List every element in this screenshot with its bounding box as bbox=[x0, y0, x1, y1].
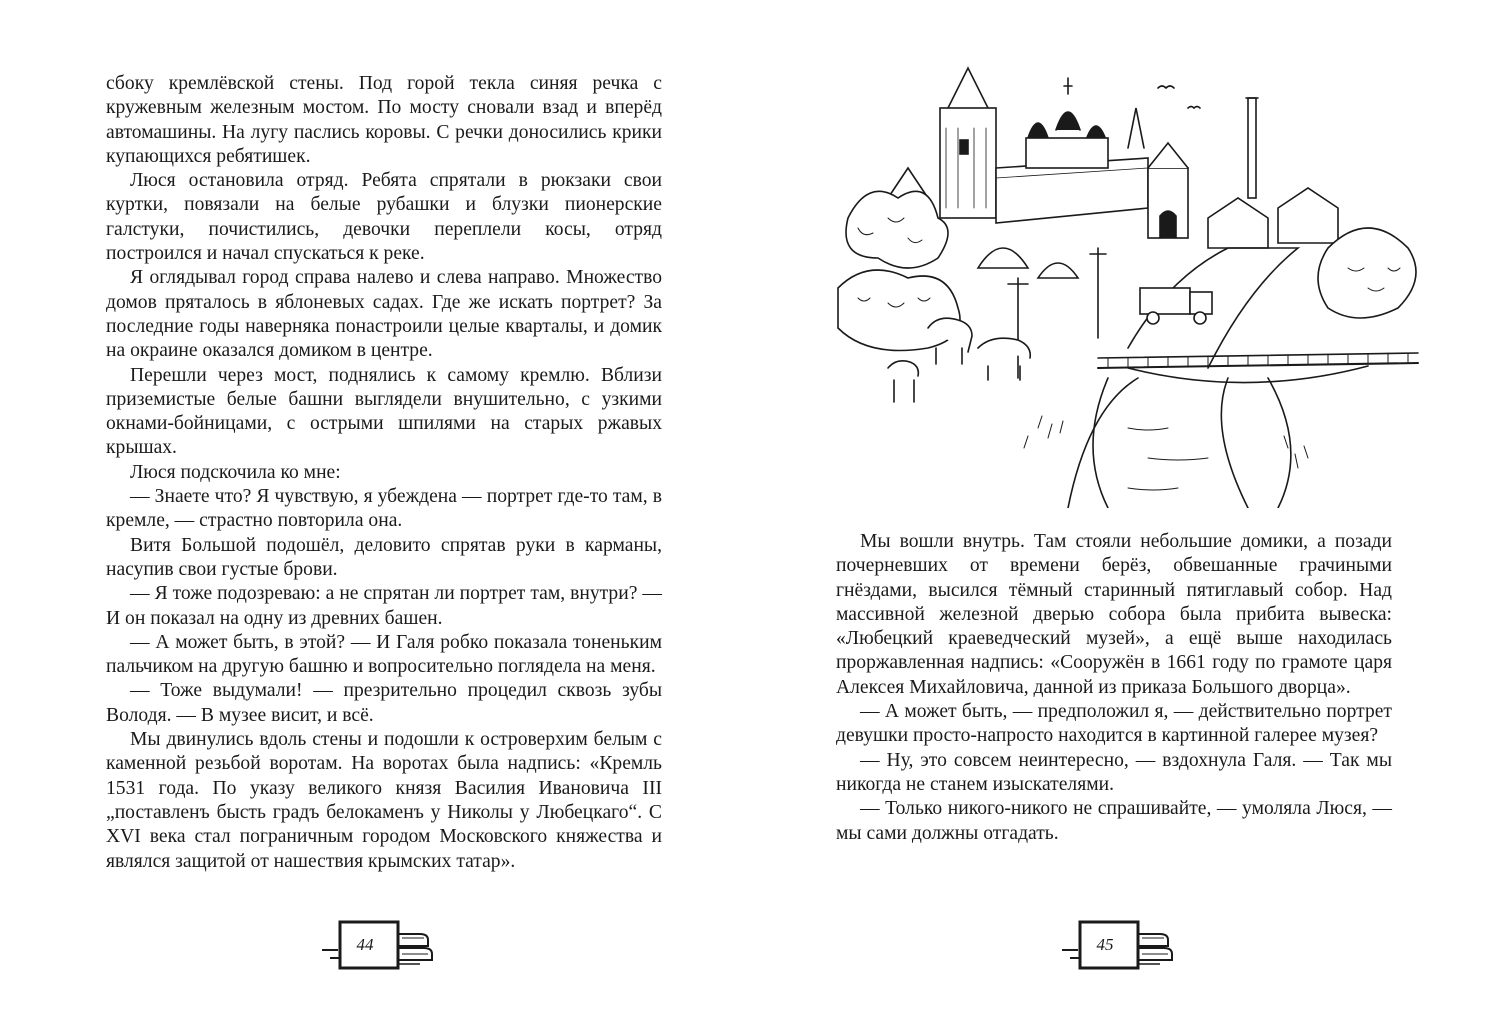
paragraph: — Только никого-никого не спрашивайте, — умоляла Люся, — мы сами должны отгадать. bbox=[836, 798, 1392, 844]
paragraph: Люся остановила отряд. Ребята спрятали в рюкзаки свои куртки, повязали на белые рубашки и блузки пионерские галстуки, почистились, девочки переплели косы, отряд построился и начал спускаться к реке. bbox=[106, 170, 662, 265]
paragraph: — Знаете что? Я чувствую, я убеждена — портрет где-то там, в кремле, — страстно повторила она. bbox=[106, 486, 662, 532]
paragraph: — Я тоже подозреваю: а не спрятан ли портрет там, внутри? — И он показал на одну из древних башен. bbox=[106, 583, 662, 629]
right-page bbox=[750, 0, 1500, 1014]
paragraph: Мы вошли внутрь. Там стояли небольшие домики, а позади почерневших от времени берёз, обвешанные грачиными гнёздами, высился тёмный старинный пятиглавый собор. Над массивной железной дверью собора была прибита вывеска: «Любецкий краеведческий музей», а ещё выше находилась проржавленная надпись: «Сооружён в 1661 году по грамоте царя Алексея Михайловича, данной из приказа Большого дворца». bbox=[836, 531, 1392, 698]
paragraph: Мы двинулись вдоль стены и подошли к островерхим белым с каменной резьбой воротам. На воротах была надпись: «Кремль 1531 года. По указу великого князя Василия Ивановича III „поставленъ бысть градъ белокаменъ у Николы у Любецкаго“. С XVI века стал пограничным городом Московского княжества и являлся защитой от нашествия крымских татар». bbox=[106, 729, 662, 872]
page-number-right bbox=[1060, 918, 1180, 972]
paragraph: — А может быть, — предположил я, — действительно портрет девушки просто-напросто находится в картинной галерее музея? bbox=[836, 701, 1392, 747]
paragraph: — Тоже выдумали! — презрительно процедил сквозь зубы Володя. — В музее висит, и всё. bbox=[106, 680, 662, 726]
left-page-text bbox=[106, 72, 662, 874]
page-number: 45 bbox=[1096, 935, 1114, 954]
paragraph: Люся подскочила ко мне: bbox=[130, 461, 341, 483]
paragraph: сбоку кремлёвской стены. Под горой текла синяя речка с кружевным железным мостом. По мосту сновали взад и вперёд автомашины. На лугу паслись коровы. С речки доносились крики купающихся ребятишек. bbox=[106, 73, 662, 167]
page-number: 44 bbox=[356, 935, 374, 954]
paragraph: Перешли через мост, поднялись к самому кремлю. Вблизи приземистые белые башни выглядели внушительно, с узкими окнами-бойницами, с острыми шпилями на старых ржавых крышах. bbox=[106, 364, 662, 459]
paragraph: Я оглядывал город справа налево и слева направо. Множество домов пряталось в яблоневых садах. Где же искать портрет? За последние годы наверняка понастроили целые кварталы, и домик на окраине оказался домиком в центре. bbox=[106, 267, 662, 362]
paragraph: — А может быть, в этой? — И Галя робко показала тоненьким пальчиком на другую башню и вопросительно поглядела на меня. bbox=[106, 631, 662, 678]
paragraph: Витя Большой подошёл, деловито спрятав руки в карманы, насупив свои густые брови. bbox=[106, 534, 662, 580]
paragraph: — Ну, это совсем неинтересно, — вздохнула Галя. — Так мы никогда не станем изыскателями. bbox=[836, 749, 1392, 795]
kremlin-landscape-illustration bbox=[828, 48, 1428, 508]
right-page-text bbox=[836, 530, 1392, 846]
page-number-left bbox=[320, 918, 440, 972]
